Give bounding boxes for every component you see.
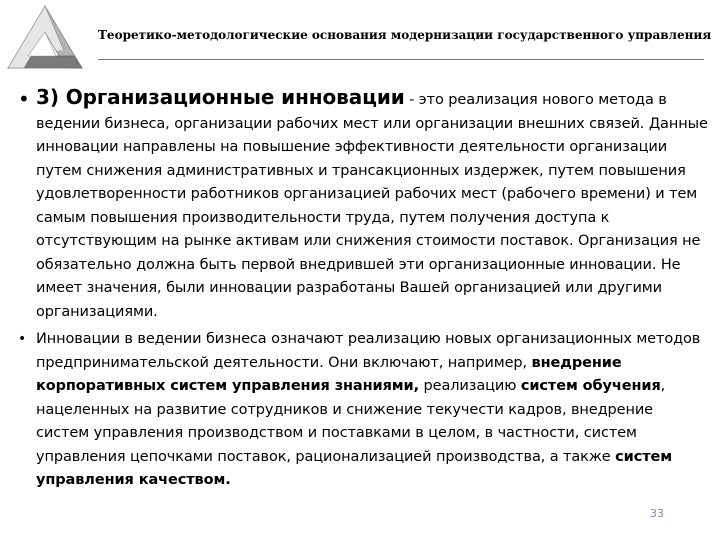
penrose-triangle-logo-icon [6,4,84,70]
bullet-text-part-c: , нацеленных на развитие сотрудников и снижение текучести кадров, внедрение систем управления производством и поставками в целом, в частности, систем управления цепочками поставок, рационализацией производства, а также [36,378,666,465]
bullet-lead: 3) Организационные инновации [36,85,405,109]
bullet-item-business-innovations [18,328,708,493]
bullet-item-organizational-innovations [18,86,708,324]
bullet-icon: • [18,87,30,111]
bullet-text: - это реализация нового метода в ведении бизнеса, организации рабочих мест или организации внешних связей. Данные инновации направлены на повышение эффективности деятельности организации путем снижения административных и трансакционных издержек, путем повышения удовлетворенности работников организацией рабочих мест (рабочего времени) и тем самым повышения производительности труда, путем получения доступа к отсутствующим на рынке активам или снижения стоимости поставок. Организация не обязательно должна быть первой внедрившей эти организационные инновации. Не имеет значения, были инновации разработаны Вашей организацией или другими организациями. [36,92,708,320]
bullet-bold-training-systems: систем обучения [520,378,661,394]
slide-header-title: Теоретико-методологические основания модернизации государственного управления [98,28,712,42]
slide-content [18,86,708,493]
bullet-icon: • [18,331,27,347]
bullet-bold-quality-systems: систем управления качеством. [36,448,672,488]
bullet-bold-knowledge-systems: внедрение корпоративных систем управления знаниями, [36,354,622,394]
page-number: 33 [650,507,664,520]
bullet-text-part-a: Инновации в ведении бизнеса означают реализацию новых организационных методов предпринимательской деятельности. Они включают, например, [36,331,701,371]
header-divider [98,59,704,60]
bullet-text-part-b: реализацию [419,378,521,394]
